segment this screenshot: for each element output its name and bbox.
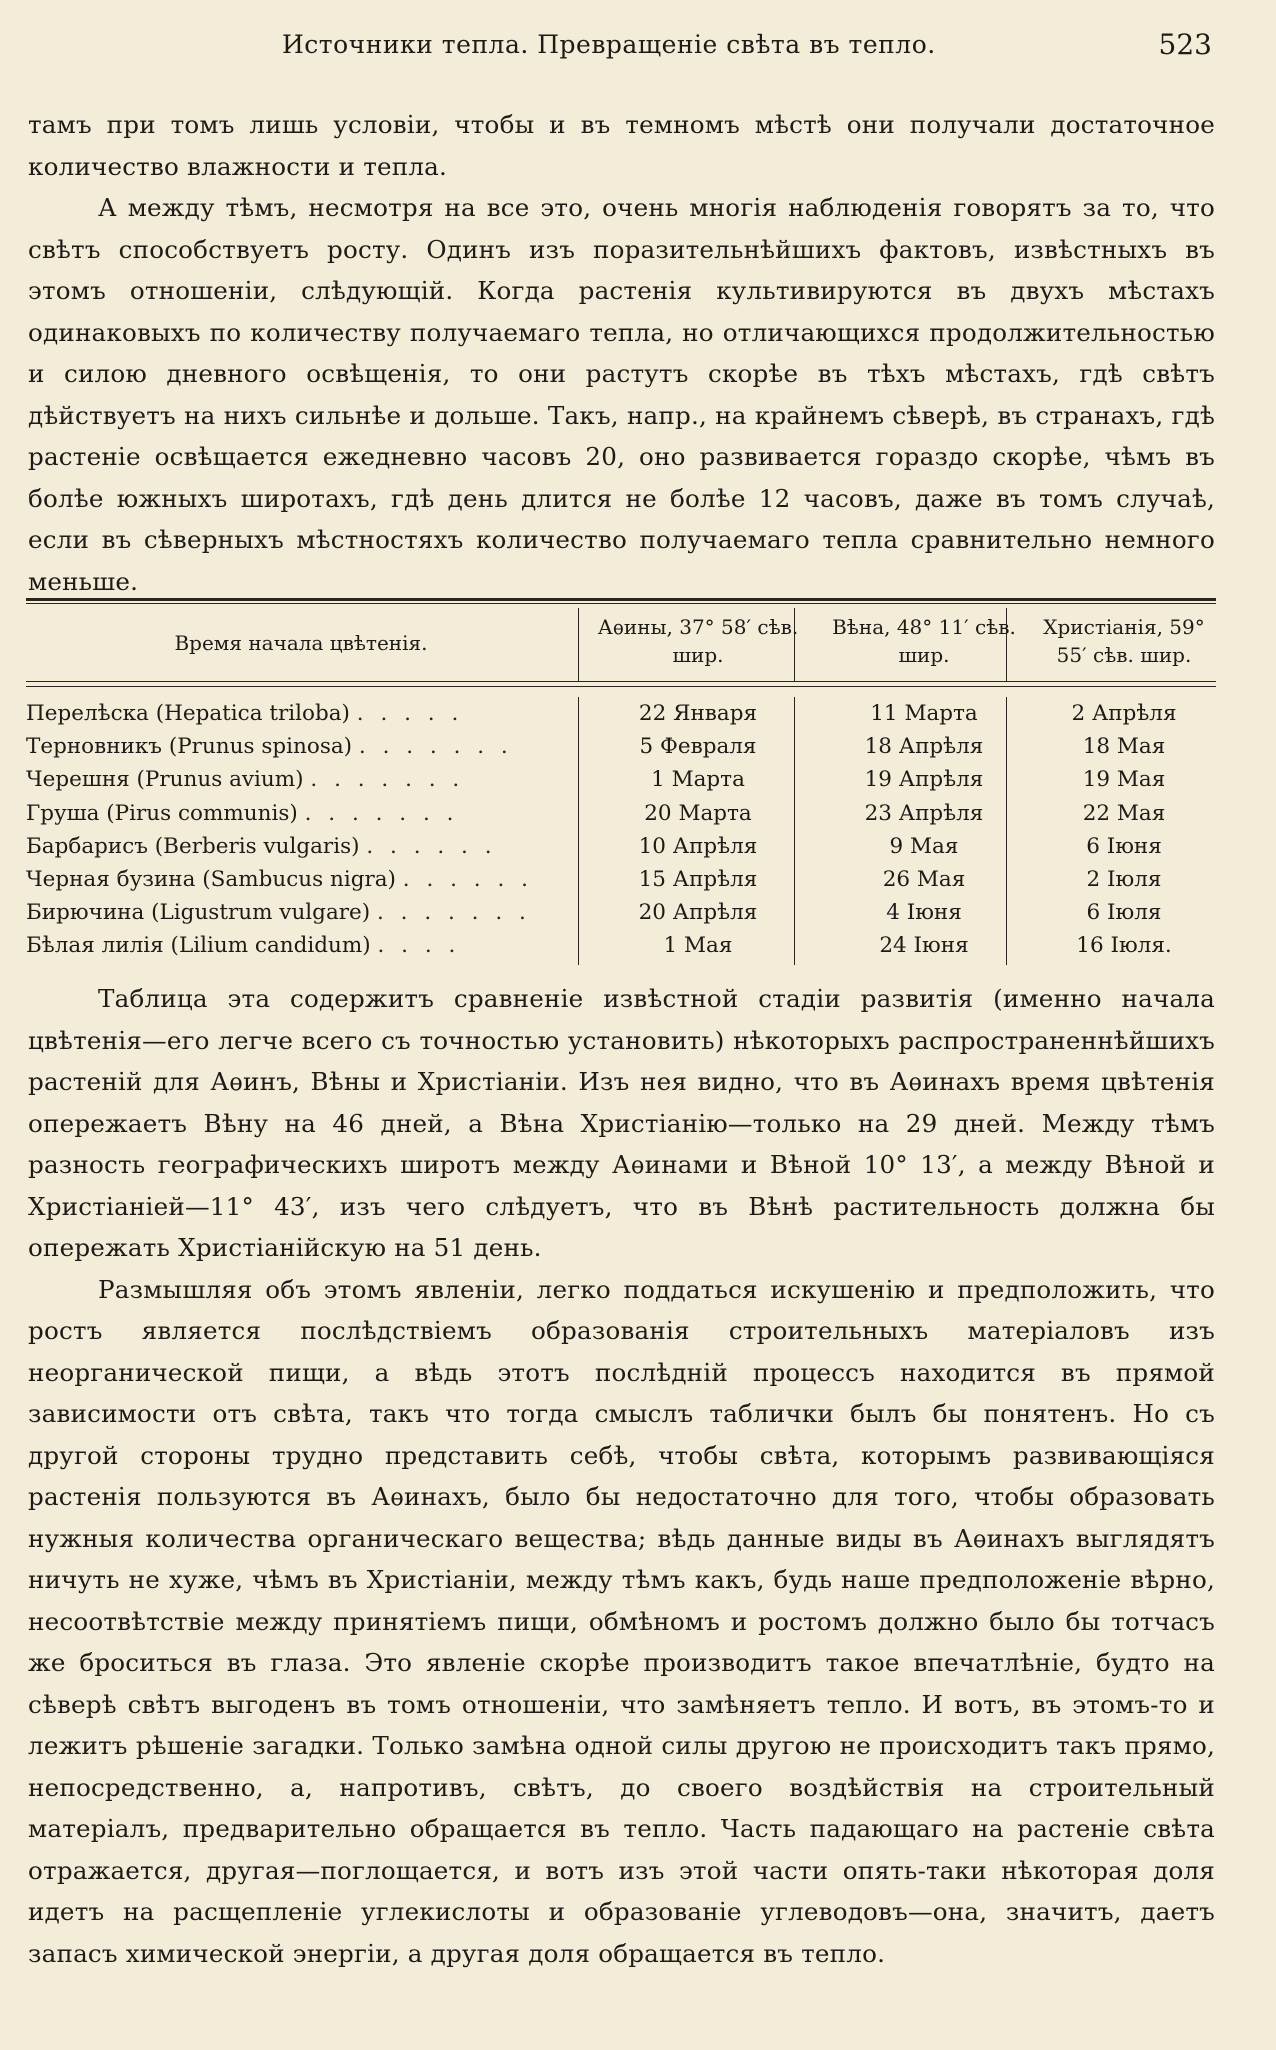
christiania-date: 22 Мая — [1082, 800, 1166, 826]
paragraph: А между тѣмъ, несмотря на все это, очень многія наблюденія говорятъ за то, что свѣтъ способствуетъ росту. Одинъ изъ поразительнѣйшихъ фактовъ, извѣстныхъ въ этомъ отношеніи, слѣдующій. Когда растенія культивируются въ двухъ мѣстахъ одинаковыхъ по количеству получаемаго тепла, но отличающихся продолжительностью и силою дневного освѣщенія, то они растутъ скорѣе въ тѣхъ мѣстахъ, гдѣ свѣтъ дѣйствуетъ на нихъ сильнѣе и дольше. Такъ, напр., на крайнемъ сѣверѣ, въ странахъ, гдѣ растеніе освѣщается ежедневно часовъ 20, оно развивается гораздо скорѣе, чѣмъ въ болѣе южныхъ широтахъ, гдѣ день длится не болѣе 12 часовъ, даже въ томъ случаѣ, если въ сѣверныхъ мѣстностяхъ количество получаемаго тепла сравнительно немного меньше. — [28, 193, 1215, 596]
table-body — [26, 697, 1216, 963]
column-header-athens: Аѳины, 37° 58′ сѣв. шир. — [597, 615, 799, 667]
christiania-date: 16 Іюля. — [1076, 933, 1172, 959]
athens-date: 1 Марта — [651, 767, 745, 793]
athens-date: 20 Марта — [644, 800, 752, 826]
table-row — [26, 697, 1216, 730]
vienna-date: 24 Іюня — [879, 933, 969, 959]
athens-date: 22 Января — [638, 701, 758, 726]
column-header-species: Время начала цвѣтенія. — [174, 631, 428, 655]
paragraph: тамъ при томъ лишь условіи, чтобы и въ темномъ мѣстѣ они получали достаточное количество влажности и тепла. — [28, 110, 1215, 181]
athens-date: 15 Апрѣля — [638, 866, 758, 892]
column-divider — [794, 608, 795, 681]
vienna-date: 11 Марта — [870, 701, 978, 726]
table-top-rule-inner — [26, 603, 1216, 604]
athens-date: 20 Апрѣля — [638, 900, 758, 926]
athens-date: 5 Февраля — [639, 734, 757, 760]
table-row — [26, 797, 1216, 830]
athens-date: 1 Мая — [663, 933, 733, 959]
vienna-date: 19 Апрѣля — [864, 767, 984, 793]
table-header-rule-inner — [26, 686, 1216, 687]
column-divider — [578, 608, 579, 681]
christiania-date: 19 Мая — [1082, 767, 1166, 793]
christiania-date: 6 Іюля — [1086, 900, 1162, 926]
vienna-date: 18 Апрѣля — [864, 734, 984, 760]
table-row — [26, 730, 1216, 763]
species-cell: Перелѣска (Hepatica triloba) . . . . . — [26, 701, 464, 726]
vienna-date: 9 Мая — [889, 833, 959, 859]
table-row — [26, 929, 1216, 962]
table-row — [26, 896, 1216, 929]
table-header — [26, 605, 1216, 683]
species-cell: Черная бузина (Sambucus nigra) . . . . . . — [26, 866, 533, 892]
species-cell: Бирючина (Ligustrum vulgare) . . . . . . . — [26, 900, 531, 926]
table-top-rule — [26, 598, 1216, 601]
column-divider — [1006, 608, 1007, 681]
table-row — [26, 763, 1216, 796]
column-header-vienna: Вѣна, 48° 11′ сѣв. шир. — [832, 615, 1016, 667]
christiania-date: 2 Іюля — [1086, 866, 1162, 892]
paragraph: Таблица эта содержитъ сравненіе извѣстной стадіи развитія (именно начала цвѣтенія—его легче всего съ точностью установить) нѣкоторыхъ распространеннѣйшихъ растеній для Аѳинъ, Вѣны и Христіаніи. Изъ нея видно, что въ Аѳинахъ время цвѣтенія опережаетъ Вѣну на 46 дней, а Вѣна Христіанію—только на 29 дней. Между тѣмъ разность географическихъ широтъ между Аѳинами и Вѣной 10° 13′, а между Вѣной и Христіаніей—11° 43′, изъ чего слѣдуетъ, что въ Вѣнѣ растительность должна бы опережать Христіанійскую на 51 день. — [28, 984, 1215, 1262]
column-header-christiania: Христіанія, 59° 55′ сѣв. шир. — [1043, 615, 1205, 667]
christiania-date: 2 Апрѣля — [1071, 701, 1177, 726]
table-header-rule — [26, 681, 1216, 682]
vienna-date: 4 Іюня — [886, 900, 962, 926]
running-title: Источники тепла. Превращеніе свѣта въ тепло. — [282, 30, 936, 59]
species-cell: Бѣлая лилія (Lilium candidum) . . . . — [26, 933, 461, 959]
species-cell: Терновникъ (Prunus spinosa) . . . . . . . — [26, 734, 513, 760]
athens-date: 10 Апрѣля — [638, 833, 758, 859]
species-cell: Барбарисъ (Berberis vulgaris) . . . . . . — [26, 833, 497, 859]
page-number: 523 — [1158, 28, 1212, 61]
text-block-bottom — [28, 978, 1215, 1974]
vienna-date: 26 Мая — [882, 866, 966, 892]
table-row — [26, 830, 1216, 863]
text-block-top — [28, 104, 1215, 602]
christiania-date: 6 Іюня — [1086, 833, 1162, 859]
table-row — [26, 863, 1216, 896]
running-head — [0, 26, 1276, 66]
species-cell: Груша (Pirus communis) . . . . . . . — [26, 800, 459, 826]
species-cell: Черешня (Prunus avium) . . . . . . . — [26, 767, 465, 793]
vienna-date: 23 Апрѣля — [864, 800, 984, 826]
christiania-date: 18 Мая — [1082, 734, 1166, 760]
paragraph: Размышляя объ этомъ явленіи, легко поддаться искушенію и предположить, что ростъ является послѣдствіемъ образованія строительныхъ матеріаловъ изъ неорганической пищи, а вѣдь этотъ послѣдній процессъ находится въ прямой зависимости отъ свѣта, такъ что тогда смыслъ таблички былъ бы понятенъ. Но съ другой стороны трудно представить себѣ, чтобы свѣта, которымъ развивающіяся растенія пользуются въ Аѳинахъ, было бы недостаточно для того, чтобы образовать нужныя количества органическаго вещества; вѣдь данные виды въ Аѳинахъ выглядятъ ничуть не хуже, чѣмъ въ Христіаніи, между тѣмъ какъ, будь наше предположеніе вѣрно, несоотвѣтствіе между принятіемъ пищи, обмѣномъ и ростомъ должно было бы тотчасъ же броситься въ глаза. Это явленіе скорѣе производитъ такое впечатлѣніе, будто на сѣверѣ свѣтъ выгоденъ въ томъ отношеніи, что замѣняетъ тепло. И вотъ, въ этомъ-то и лежитъ рѣшеніе загадки. Только замѣна одной силы другою не происходитъ такъ прямо, непосредственно, а, напротивъ, свѣтъ, до своего воздѣйствія на строительный матеріалъ, предварительно обращается въ тепло. Часть падающаго на растеніе свѣта отражается, другая—поглощается, и вотъ изъ этой части опять-таки нѣкоторая доля идетъ на расщепленіе углекислоты и образованіе углеводовъ—она, значитъ, даетъ запасъ химической энергіи, а другая доля обращается въ тепло. — [28, 1274, 1215, 1968]
